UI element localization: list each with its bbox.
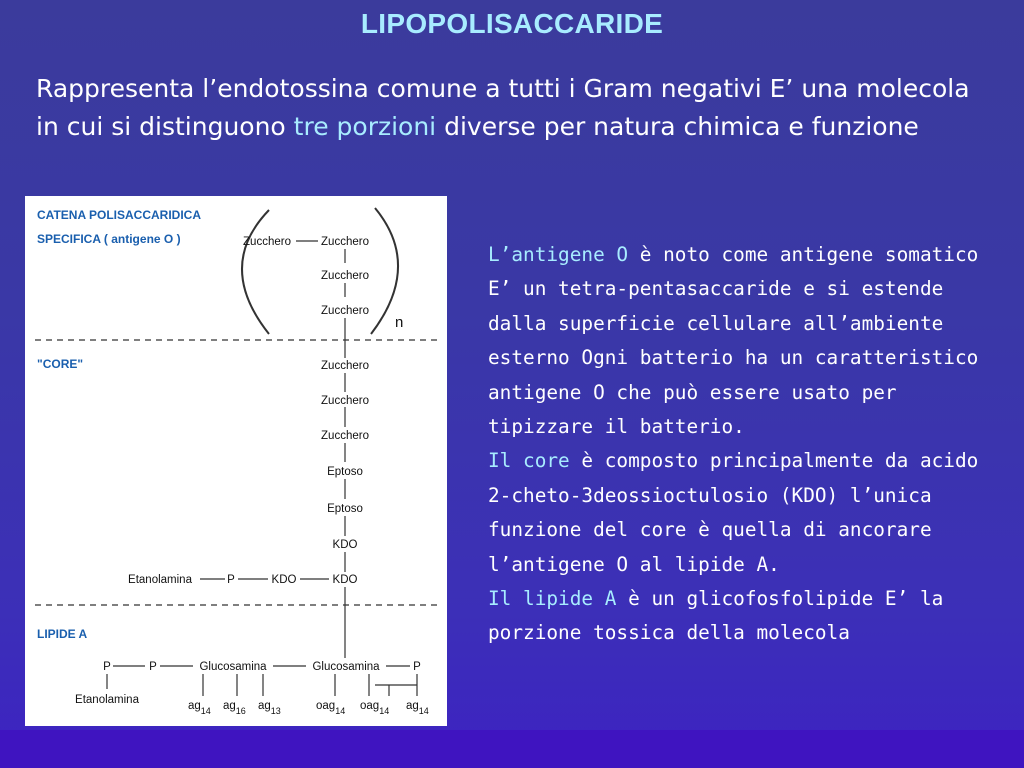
acyl-chain-label xyxy=(258,700,281,716)
zucchero-label: Zucchero xyxy=(243,236,291,248)
description-lipid-a-highlight: Il lipide A xyxy=(488,587,617,611)
label-lipid-a: LIPIDE A xyxy=(37,627,88,641)
acyl-ag: ag xyxy=(188,700,201,712)
zucchero-label: Zucchero xyxy=(321,395,369,407)
acyl-chain-label xyxy=(223,700,246,716)
acyl-subscript: 14 xyxy=(418,706,429,716)
acyl-chain-label xyxy=(316,700,345,716)
acyl-ag: ag xyxy=(258,700,271,712)
kdo-label: KDO xyxy=(271,574,297,586)
eptoso-label: Eptoso xyxy=(327,466,363,478)
description-core-text: è composto principalmente da acido 2-cheto-3deossioctulosio (KDO) l’unica funzione del core è quella di ancorare l’antigene O al lipide A. xyxy=(488,449,979,576)
description-lipid-a-text: è un glicofosfolipide E’ la porzione tossica della molecola xyxy=(488,587,944,645)
etanolamina-label: Etanolamina xyxy=(128,574,192,586)
zucchero-label: Zucchero xyxy=(321,430,369,442)
etanolamina-label: Etanolamina xyxy=(75,694,139,706)
glucosamina-label: Glucosamina xyxy=(312,661,380,673)
acyl-chain-label xyxy=(360,700,389,716)
label-o-antigen-line2: SPECIFICA ( antigene O ) xyxy=(37,232,181,246)
description-o-antigen-text: è noto come antigene somatico E’ un tetra-pentasaccaride e si estende dalla superficie cellulare all’ambiente esterno Ogni batterio ha un caratteristico antigene O che può essere usato per tipizzare il batterio. xyxy=(488,243,979,439)
acyl-subscript: 14 xyxy=(379,706,390,716)
description-lipid-a xyxy=(488,582,1012,651)
slide-title: LIPOPOLISACCARIDE xyxy=(360,8,664,39)
description-core-highlight: Il core xyxy=(488,449,570,473)
repeat-n-label: n xyxy=(395,314,404,331)
zucchero-label: Zucchero xyxy=(321,236,369,248)
intro-highlight: tre porzioni xyxy=(293,112,437,141)
description-block xyxy=(488,238,1012,651)
lps-diagram-svg xyxy=(25,196,447,726)
acyl-oag: oag xyxy=(316,700,336,712)
acyl-subscript: 16 xyxy=(235,706,246,716)
bracket-left xyxy=(242,210,269,334)
bracket-right xyxy=(371,208,398,334)
zucchero-label: Zucchero xyxy=(321,360,369,372)
kdo-label: KDO xyxy=(332,574,358,586)
kdo-label: KDO xyxy=(332,539,358,551)
acyl-subscript: 14 xyxy=(335,706,346,716)
glucosamina-label: Glucosamina xyxy=(199,661,267,673)
label-core: "CORE" xyxy=(37,357,84,371)
acyl-ag: ag xyxy=(406,700,419,712)
bottom-band xyxy=(0,730,1024,768)
acyl-ag: ag xyxy=(223,700,236,712)
acyl-chain-label xyxy=(188,700,211,716)
description-core xyxy=(488,444,1012,582)
intro-text-2: diverse per natura chimica e funzione xyxy=(436,112,919,141)
phosphate-label: P xyxy=(227,574,235,586)
lps-structure-diagram xyxy=(25,196,447,726)
description-o-antigen-highlight: L’antigene O xyxy=(488,243,629,266)
phosphate-label: P xyxy=(413,661,421,673)
intro-text-1: Rappresenta l’endotossina comune a tutti i Gram negativi E’ una molecola in cui si distinguono xyxy=(36,74,970,141)
zucchero-label: Zucchero xyxy=(321,305,369,317)
phosphate-label: P xyxy=(103,661,111,673)
label-o-antigen-line1: CATENA POLISACCARIDICA xyxy=(37,208,201,222)
acyl-oag: oag xyxy=(360,700,380,712)
zucchero-label: Zucchero xyxy=(321,270,369,282)
intro-paragraph xyxy=(36,70,996,146)
acyl-subscript: 13 xyxy=(270,706,281,716)
phosphate-label: P xyxy=(149,661,157,673)
eptoso-label: Eptoso xyxy=(327,503,363,515)
acyl-subscript: 14 xyxy=(200,706,211,716)
description-o-antigen xyxy=(488,238,1012,444)
acyl-chain-label xyxy=(406,700,429,716)
